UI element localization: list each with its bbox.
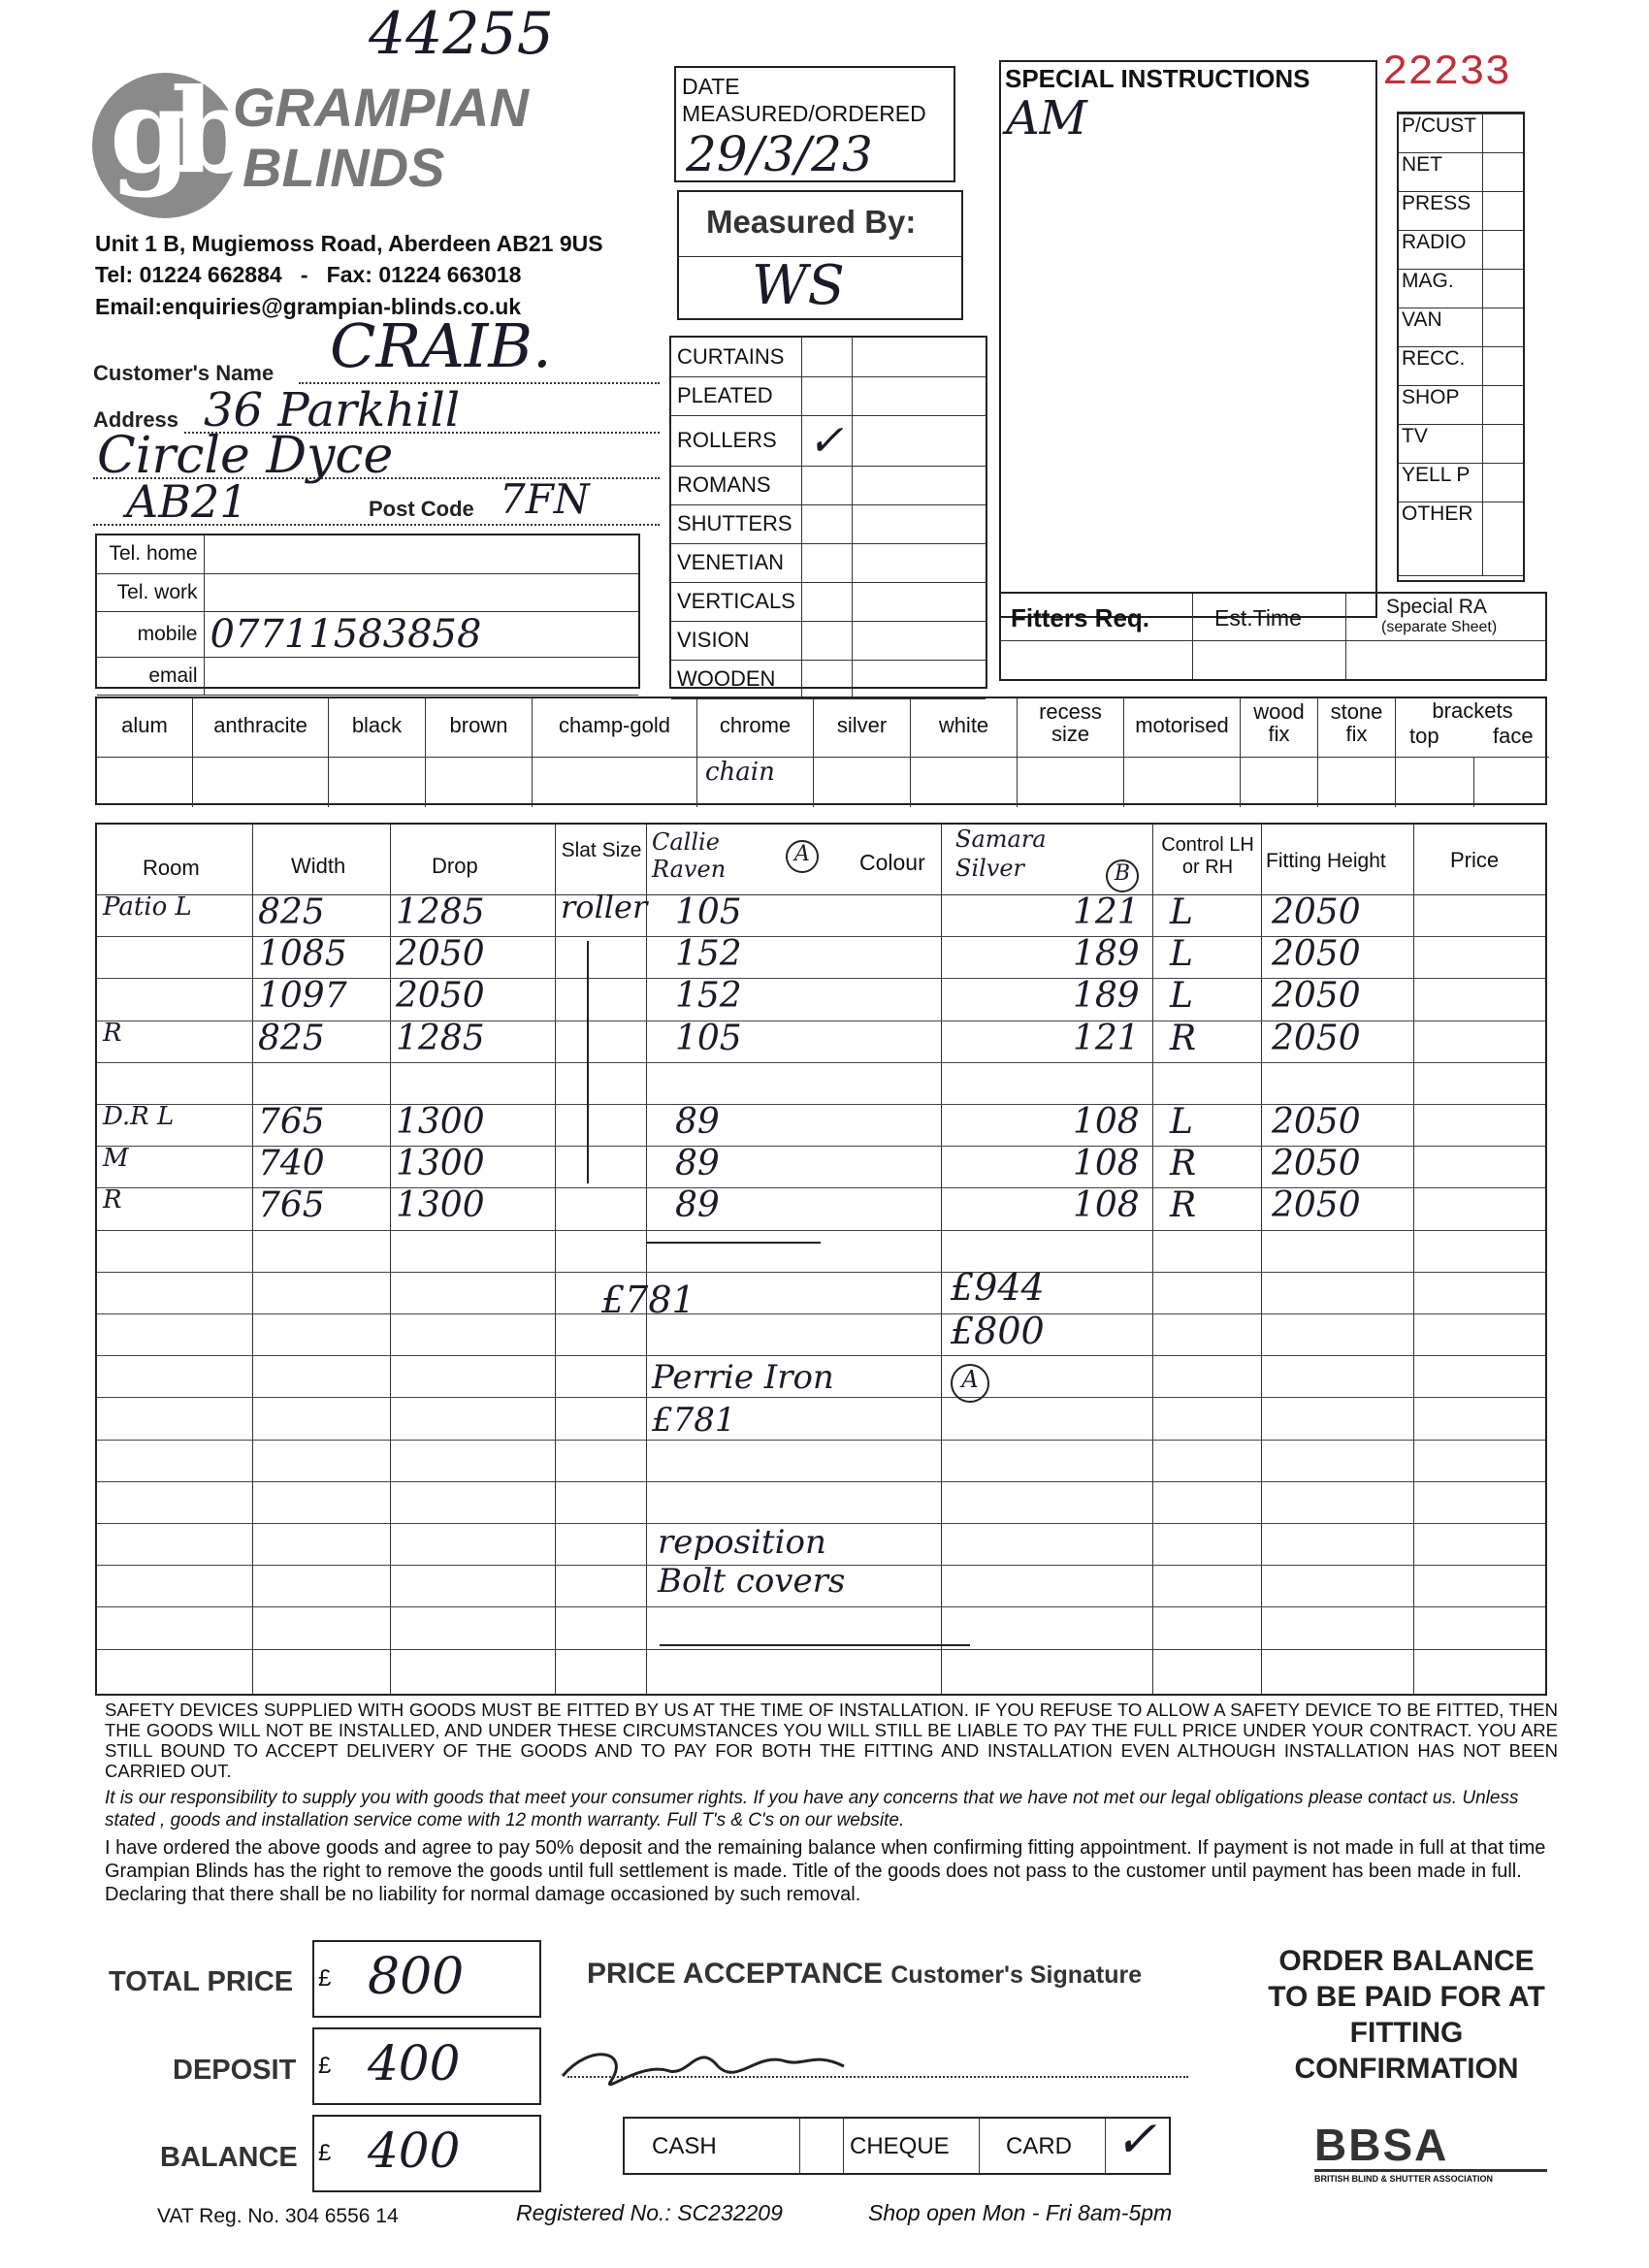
source-checkbox[interactable] [1482,502,1523,576]
product-type-label: SHUTTERS [671,504,801,543]
product-type-extra[interactable] [852,338,986,376]
row-drop: 1285 [396,1018,485,1058]
note-perrie-price: £781 [652,1401,736,1440]
address-line-3[interactable]: AB21 [126,475,248,528]
product-type-row [671,415,986,466]
option-value[interactable] [193,757,328,807]
balance-currency: £ [318,2140,332,2166]
acceptance-title: PRICE ACCEPTANCE [587,1958,884,1990]
header-width: Width [291,854,346,878]
table-row[interactable] [97,1019,1545,1060]
row-width: 1085 [258,934,347,975]
separate-sheet-label: (separate Sheet) [1381,619,1498,635]
row-drop: 2050 [396,976,485,1017]
option-label: brackets [1432,698,1513,723]
row-drop: 2050 [396,934,485,975]
source-checkbox[interactable] [1482,153,1523,192]
contact-value[interactable] [204,573,638,611]
payment-box [623,2111,1171,2175]
postcode-value[interactable]: 7FN [500,475,590,523]
cheque-option[interactable]: CHEQUE [850,2133,950,2159]
option-header-12 [1395,698,1549,807]
source-checkbox[interactable] [1482,464,1523,502]
row-drop: 1300 [396,1185,485,1226]
product-type-mark[interactable] [801,504,852,543]
product-type-row [671,582,986,621]
row-fitting: 2050 [1272,1102,1361,1142]
card-option[interactable]: CARD [1006,2133,1073,2159]
option-value[interactable] [1396,757,1549,807]
contact-value[interactable] [204,657,638,695]
company-name-1: GRAMPIAN [233,77,529,138]
option-header-1 [192,698,328,807]
row-fitting: 2050 [1272,976,1361,1017]
table-row[interactable] [97,1144,1545,1185]
bbsa-subtext: BRITISH BLIND & SHUTTER ASSOCIATION [1314,2174,1493,2184]
company-name-2: BLINDS [242,137,445,198]
logo-letters: gb [110,63,234,200]
source-row [1399,347,1523,386]
product-type-mark[interactable] [801,466,852,504]
measured-by-label: Measured By: [706,204,917,240]
product-type-label: VISION [671,621,801,660]
company-phone: Tel: 01224 662884 - Fax: 01224 663018 [95,262,522,287]
option-header-9 [1123,698,1240,807]
source-checkbox[interactable] [1482,231,1523,270]
source-label: NET [1399,153,1482,192]
row-fitting: 2050 [1272,1185,1361,1226]
deposit-currency: £ [318,2053,332,2079]
row-fitting: 2050 [1272,1144,1361,1184]
source-label: OTHER [1399,502,1482,576]
deposit-label: DEPOSIT [173,2055,297,2086]
row-room: D.R L [103,1102,175,1131]
source-row [1399,153,1523,192]
product-type-mark[interactable] [801,376,852,415]
row-fabric-b: 189 [1073,976,1140,1017]
note-reposition: reposition [658,1523,826,1562]
product-type-extra[interactable] [852,415,986,466]
contact-value[interactable] [204,535,638,573]
acceptance-label [587,1958,1142,1991]
bbsa-logo [1314,2120,1547,2184]
header-fabric-b: Samara Silver [955,826,1047,882]
row-control: R [1170,1144,1197,1184]
balance-value: 400 [368,2122,461,2179]
source-label: RECC. [1399,347,1482,386]
note-perrie-circle: A [951,1364,989,1403]
option-value[interactable] [911,757,1017,807]
contact-label: email [97,657,204,695]
row-control: L [1170,934,1193,975]
option-label: alum [121,713,168,737]
product-type-extra[interactable] [852,621,986,660]
source-row [1399,502,1523,576]
option-header-0 [97,698,192,807]
product-type-mark[interactable] [801,621,852,660]
product-type-row [671,338,986,376]
total-currency: £ [318,1965,332,1992]
row-fabric-a: 105 [675,1018,742,1058]
source-label: MAG. [1399,270,1482,308]
row-fabric-a: 152 [675,976,742,1017]
product-type-extra[interactable] [852,543,986,582]
source-checkbox[interactable] [1482,270,1523,308]
product-type-label: PLEATED [671,376,801,415]
product-type-row [671,621,986,660]
header-control: Control LH or RH [1161,834,1254,878]
balance-box[interactable] [312,2115,541,2192]
measured-by-value[interactable]: WS [752,254,845,317]
row-width: 765 [258,1185,325,1226]
row-fabric-a: 89 [675,1144,720,1184]
product-type-extra[interactable] [852,466,986,504]
order-balance-note: ORDER BALANCE TO BE PAID FOR AT FITTING CONFIRMATION [1268,1945,1545,2085]
shop-hours: Shop open Mon - Fri 8am-5pm [868,2200,1173,2225]
sources-table [1399,113,1523,576]
contact-table [95,534,640,689]
est-time-label: Est.Time [1214,605,1302,631]
option-label: anthracite [213,713,307,737]
product-type-row [671,504,986,543]
note-total-a: £781 [601,1279,695,1321]
option-label: white [938,713,989,737]
vat-number: VAT Reg. No. 304 6556 14 [157,2205,399,2227]
contact-label: Tel. home [97,535,204,573]
product-type-row [671,660,986,698]
job-number: 44255 [369,0,554,68]
row-fabric-a: 89 [675,1102,720,1142]
product-type-label: ROLLERS [671,415,801,466]
option-label: wood fix [1253,699,1305,746]
terms-p3: I have ordered the above goods and agree to pay 50% deposit and the remaining balance when confirming fitting appointment. If payment is not made in full at that time Grampian Blinds has the right to remove the goods until full settlement is made. Title of the goods does not pass to the customer until payment has been made in full. Declaring that there shall be no liability for normal damage occasioned by such removal. [105,1837,1546,1905]
option-header-3 [425,698,532,807]
contact-row [97,573,638,611]
header-room: Room [143,856,200,880]
row-room: R [103,1018,122,1048]
contact-row [97,611,638,657]
option-header-2 [328,698,425,807]
row-control: L [1170,892,1193,932]
registered-number: Registered No.: SC232209 [516,2200,783,2225]
customer-signature[interactable] [553,2023,902,2100]
note-perrie: Perrie Iron [652,1358,834,1397]
product-type-row [671,376,986,415]
option-header-5 [696,698,813,807]
special-label: SPECIAL INSTRUCTIONS [1005,64,1310,93]
row-width: 740 [258,1144,325,1184]
address-line-2[interactable]: Circle Dyce [97,427,394,485]
product-type-mark[interactable] [801,660,852,698]
option-value[interactable] [1318,757,1395,807]
source-row [1399,192,1523,231]
contact-row [97,657,638,695]
row-fabric-b: 108 [1073,1144,1140,1184]
source-row [1399,270,1523,308]
product-type-mark[interactable] [801,338,852,376]
product-type-label: WOODEN [671,660,801,698]
option-label: chrome [719,713,792,737]
row-width: 765 [258,1102,325,1142]
deposit-box[interactable] [312,2027,541,2105]
header-fitting: Fitting Height [1266,850,1386,872]
source-label: SHOP [1399,386,1482,425]
product-type-label: VERTICALS [671,582,801,621]
postcode-label: Post Code [369,497,474,521]
date-label-2: MEASURED/ORDERED [682,101,926,126]
option-header-6 [813,698,910,807]
row-control: R [1170,1185,1197,1226]
product-type-extra[interactable] [852,504,986,543]
header-colour: Colour [859,850,925,875]
source-row [1399,308,1523,347]
company-logo [92,63,238,218]
source-checkbox[interactable] [1482,425,1523,464]
row-width: 825 [258,892,325,932]
customer-name-label: Customer's Name [93,361,275,385]
table-row[interactable] [97,1060,1545,1102]
option-value[interactable] [426,757,532,807]
table-row[interactable] [97,892,1545,934]
product-type-row [671,466,986,504]
items-table [95,823,1547,1696]
note-bolt-covers: Bolt covers [658,1562,846,1601]
row-drop: 1300 [396,1102,485,1142]
address-line-1[interactable]: 36 Parkhill [204,383,461,437]
row-fabric-b: 189 [1073,934,1140,975]
total-box[interactable] [312,1940,541,2018]
row-fabric-b: 108 [1073,1102,1140,1142]
fitters-box [999,592,1547,681]
option-value[interactable] [1124,757,1240,807]
fitters-label: Fitters Req. [1011,603,1150,632]
source-row [1399,386,1523,425]
row-control: R [1170,1018,1197,1058]
product-type-row [671,543,986,582]
balance-label: BALANCE [160,2142,298,2173]
row-fitting: 2050 [1272,892,1361,932]
table-row[interactable] [97,934,1545,976]
source-label: TV [1399,425,1482,464]
header-circle-b: B [1106,859,1139,892]
row-fitting: 2050 [1272,1018,1361,1058]
row-fitting: 2050 [1272,934,1361,975]
contact-row [97,535,638,573]
acceptance-sub: Customer's Signature [890,1961,1143,1989]
option-label: black [351,713,403,737]
source-label: P/CUST [1399,114,1482,153]
signature-stroke [563,2055,844,2085]
order-number: 22233 [1382,49,1511,97]
terms-p1: SAFETY DEVICES SUPPLIED WITH GOODS MUST BE FITTED BY US AT THE TIME OF INSTALLATION. IF YOU REFUSE TO ALLOW A SAFETY DEVICE TO BE FITTED, THEN THE GOODS WILL NOT BE INSTALLED, AND UNDER THESE CIRCUMSTANCES YOU WILL STILL BE LIABLE TO PAY THE FULL PRICE UNDER YOUR CONTRACT. YOU ARE STILL BOUND TO ACCEPT DELIVERY OF THE GOODS AND TO PAY FOR BOTH THE FITTING AND INSTALLATION EVEN ALTHOUGH INSTALLATION HAS NOT BEEN CARRIED OUT. [105,1700,1558,1781]
options-table [95,697,1547,805]
product-types [669,336,987,689]
table-row[interactable] [97,1185,1545,1227]
note-total-b2: £800 [951,1310,1045,1352]
option-value[interactable]: chain [697,757,813,807]
option-header-11 [1317,698,1395,807]
product-type-label: CURTAINS [671,338,801,376]
cash-option[interactable]: CASH [652,2133,717,2159]
row-room: Patio L [103,892,192,922]
source-checkbox[interactable] [1482,386,1523,425]
row-width: 1097 [258,976,347,1017]
source-checkbox[interactable] [1482,192,1523,231]
address-label: Address [93,407,179,432]
row-fabric-a: 89 [675,1185,720,1226]
special-ra-label: Special RA [1386,596,1487,618]
option-label: motorised [1135,713,1229,737]
source-checkbox[interactable] [1482,114,1523,153]
row-drop: 1300 [396,1144,485,1184]
row-control: L [1170,1102,1193,1142]
row-fabric-a: 152 [675,934,742,975]
special-instructions-box [999,60,1377,618]
row-drop: 1285 [396,892,485,932]
card-check-mark: ✓ [1115,2111,1157,2169]
total-label: TOTAL PRICE [109,1966,294,1997]
option-value[interactable] [1018,757,1123,807]
source-row [1399,114,1523,153]
bracket-face: face [1493,724,1534,748]
option-label: champ-gold [559,713,670,737]
source-checkbox[interactable] [1482,308,1523,347]
header-circle-a: A [786,840,819,873]
option-label: stone fix [1330,699,1383,746]
source-label: VAN [1399,308,1482,347]
product-type-mark[interactable] [801,543,852,582]
option-label: silver [836,713,888,737]
row-fabric-a: 105 [675,892,742,932]
table-row[interactable] [97,976,1545,1018]
source-label: YELL P [1399,464,1482,502]
date-label-1: DATE [682,74,740,99]
company-email: Email:enquiries@grampian-blinds.co.uk [95,294,522,319]
row-fabric-b: 121 [1073,1018,1140,1058]
option-header-10 [1240,698,1317,807]
slat-note: roller [561,889,648,925]
option-value[interactable] [329,757,425,807]
product-type-extra[interactable] [852,376,986,415]
product-type-mark[interactable] [801,582,852,621]
total-value: 800 [368,1948,465,2006]
product-type-extra[interactable] [852,582,986,621]
option-value[interactable] [1241,757,1317,807]
source-label: RADIO [1399,231,1482,270]
contact-label: mobile [97,611,204,657]
table-row[interactable] [97,1102,1545,1144]
customer-name[interactable]: CRAIB. [330,310,552,381]
header-slat: Slat Size [561,839,642,861]
option-value[interactable] [97,757,192,807]
special-value[interactable]: AM [1006,91,1087,146]
source-row [1399,464,1523,502]
product-type-mark[interactable]: ✓ [801,415,852,466]
measured-by-box [677,190,963,320]
row-control: L [1170,976,1193,1017]
company-address: Unit 1 B, Mugiemoss Road, Aberdeen AB21 9US [95,231,603,256]
source-label: PRESS [1399,192,1482,231]
product-type-label: VENETIAN [671,543,801,582]
date-value[interactable]: 29/3/23 [686,126,873,182]
source-row [1399,231,1523,270]
bbsa-logo-text: BBSA [1314,2120,1449,2170]
header-price: Price [1450,848,1500,872]
source-row [1399,425,1523,464]
row-fabric-b: 121 [1073,892,1140,932]
row-room: M [103,1144,129,1174]
option-header-8 [1017,698,1123,807]
terms-p2: It is our responsibility to supply you with goods that meet your consumer rights. If you have any concerns that we have not met our legal obligations please contact us. Unless stated , goods and installation service come with 12 month warranty. Full T's & C's on our website. [105,1788,1519,1831]
option-label: brown [449,713,508,737]
contact-label: Tel. work [97,573,204,611]
product-type-extra[interactable] [852,660,986,698]
option-value[interactable] [814,757,910,807]
option-label: recess size [1039,699,1102,746]
date-box [674,66,955,182]
sources-list [1397,112,1525,582]
contact-value[interactable]: 07711583858 [204,611,638,657]
bracket-top: top [1409,724,1439,748]
option-header-4 [532,698,696,807]
deposit-value: 400 [368,2035,461,2091]
row-fabric-b: 108 [1073,1185,1140,1226]
row-width: 825 [258,1018,325,1058]
row-room: R [103,1185,122,1215]
source-checkbox[interactable] [1482,347,1523,386]
option-header-7 [910,698,1017,807]
product-type-label: ROMANS [671,466,801,504]
header-fabric-a: Callie Raven [652,828,727,883]
header-drop: Drop [432,854,478,878]
note-total-b: £944 [951,1266,1045,1309]
option-value[interactable] [533,757,696,807]
